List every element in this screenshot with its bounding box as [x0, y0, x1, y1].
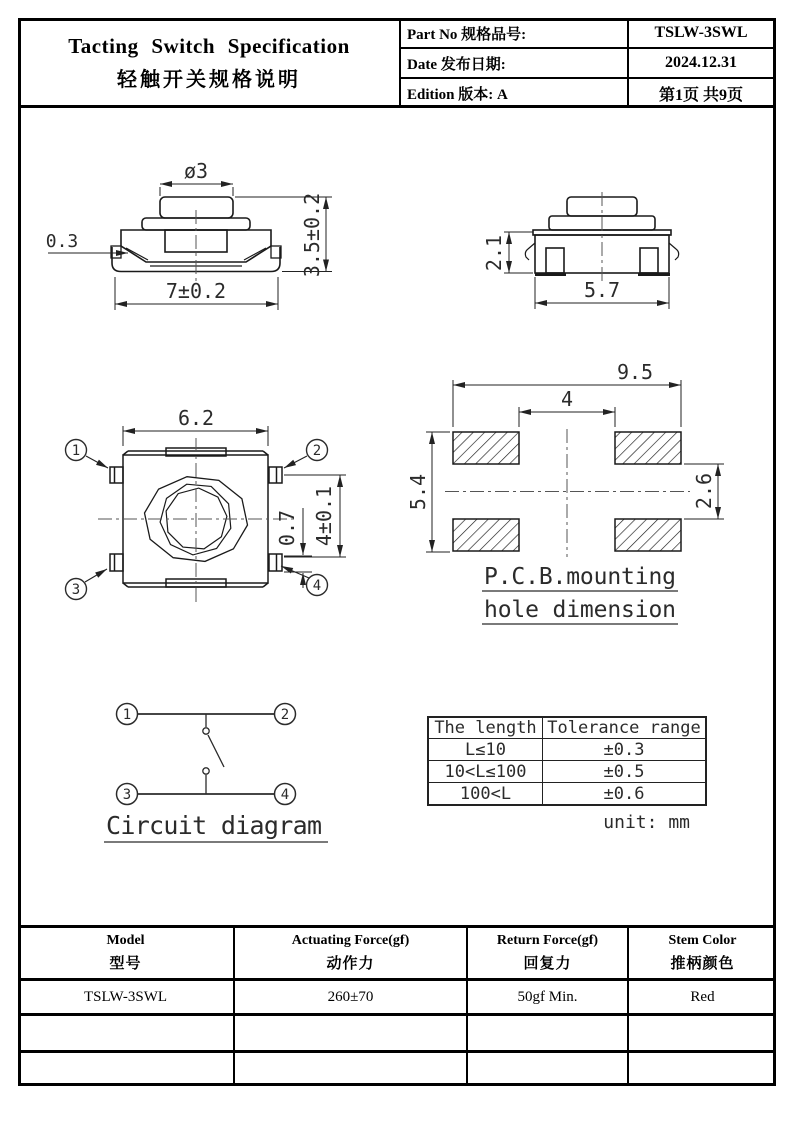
spec-return-force-value: 50gf Min. — [468, 981, 629, 1016]
pcb-inner-height-dim: 2.6 — [692, 472, 716, 510]
pcb-inner-width-dim: 4 — [560, 387, 574, 411]
date-label: Date 发布日期: — [407, 56, 506, 73]
front-total-height-dim: 3.5±0.2 — [300, 192, 324, 278]
circuit-diagram — [104, 704, 328, 843]
spec-empty-cell — [18, 1053, 235, 1085]
spec-header-actuating-force: Actuating Force(gf) 动作力 — [235, 928, 468, 981]
spec-empty-cell — [629, 1053, 776, 1085]
side-view-drawing — [482, 192, 679, 309]
document-title-en: Tacting Switch Specification — [68, 33, 350, 58]
front-lead-thickness-dim: 0.3 — [45, 231, 79, 252]
pcb-outer-height-dim: 5.4 — [406, 473, 430, 511]
tolerance-row-2-range: ±0.5 — [543, 761, 705, 783]
pcb-mounting-drawing — [406, 360, 724, 624]
circuit-pin-2-label: 2 — [280, 707, 290, 723]
spec-header-return-force: Return Force(gf) 回复力 — [468, 928, 629, 981]
pcb-caption-line1: P.C.B.mounting — [484, 564, 676, 590]
edition-label: Edition 版本: A — [407, 86, 508, 103]
top-terminal-height-dim: 0.7 — [275, 509, 299, 547]
spec-stem-color-value: Red — [629, 981, 776, 1016]
pcb-pad-top-right — [615, 432, 681, 464]
spec-empty-cell — [468, 1053, 629, 1085]
part-no-label: Part No 规格品号: — [407, 26, 527, 43]
tolerance-table — [427, 716, 707, 806]
spec-table — [18, 925, 776, 1085]
pin-1-label: 1 — [71, 443, 81, 459]
spec-actuating-force-value: 260±70 — [235, 981, 468, 1016]
front-stem-diameter-dim: ø3 — [183, 159, 209, 183]
circuit-pin-3-label: 3 — [122, 787, 132, 803]
tolerance-row-2-length: 10<L≤100 — [429, 761, 543, 783]
pcb-pad-top-left — [453, 432, 519, 464]
spec-empty-cell — [18, 1016, 235, 1053]
top-terminal-pitch-dim: 4±0.1 — [312, 485, 336, 547]
pin-3-label: 3 — [71, 582, 81, 598]
circuit-contact-lower — [203, 768, 209, 774]
spec-header-stem-color: Stem Color 推柄颜色 — [629, 928, 776, 981]
side-body-depth-dim: 5.7 — [583, 278, 621, 302]
tolerance-row-3-range: ±0.6 — [603, 783, 645, 804]
pin-2-label: 2 — [312, 443, 322, 459]
side-body-height-dim: 2.1 — [482, 234, 506, 272]
tolerance-row-1-range: ±0.3 — [543, 739, 705, 761]
tolerance-row-1-length: L≤10 — [429, 739, 543, 761]
circuit-contact-upper — [203, 728, 209, 734]
document-title-zh: 轻触开关规格说明 — [117, 68, 301, 91]
circuit-pin-1-label: 1 — [122, 707, 132, 723]
page-number-value: 第1页 共9页 — [658, 86, 743, 104]
side-foot-left — [546, 248, 564, 273]
side-lead-left — [525, 243, 535, 260]
tolerance-row-3-length: 100<L — [429, 783, 543, 804]
tolerance-header-length: The length — [429, 718, 543, 739]
tolerance-header-range: Tolerance range — [543, 718, 705, 739]
pin-4-label: 4 — [312, 578, 322, 594]
part-no-value: TSLW-3SWL — [654, 24, 748, 41]
front-view-drawing — [46, 159, 332, 310]
unit-note: unit: mm — [603, 812, 690, 833]
pcb-pad-bottom-left — [453, 519, 519, 551]
spec-model-value: TSLW-3SWL — [18, 981, 235, 1016]
circuit-pin-4-label: 4 — [280, 787, 290, 803]
side-foot-right — [640, 248, 658, 273]
date-value: 2024.12.31 — [665, 54, 737, 71]
circuit-caption: Circuit diagram — [106, 811, 322, 840]
top-view-drawing — [66, 406, 347, 602]
pcb-pad-bottom-right — [615, 519, 681, 551]
spec-header-model: Model 型号 — [18, 928, 235, 981]
spec-empty-cell — [235, 1053, 468, 1085]
front-body-width-dim: 7±0.2 — [165, 279, 227, 303]
side-lead-right — [669, 243, 679, 260]
spec-empty-cell — [468, 1016, 629, 1053]
top-body-width-dim: 6.2 — [177, 406, 215, 430]
top-ring-middle — [160, 484, 231, 555]
spec-empty-cell — [629, 1016, 776, 1053]
circuit-switch-arm — [208, 735, 224, 767]
pcb-outer-width-dim: 9.5 — [616, 360, 654, 384]
spec-empty-cell — [235, 1016, 468, 1053]
pcb-caption-line2: hole dimension — [484, 597, 676, 623]
